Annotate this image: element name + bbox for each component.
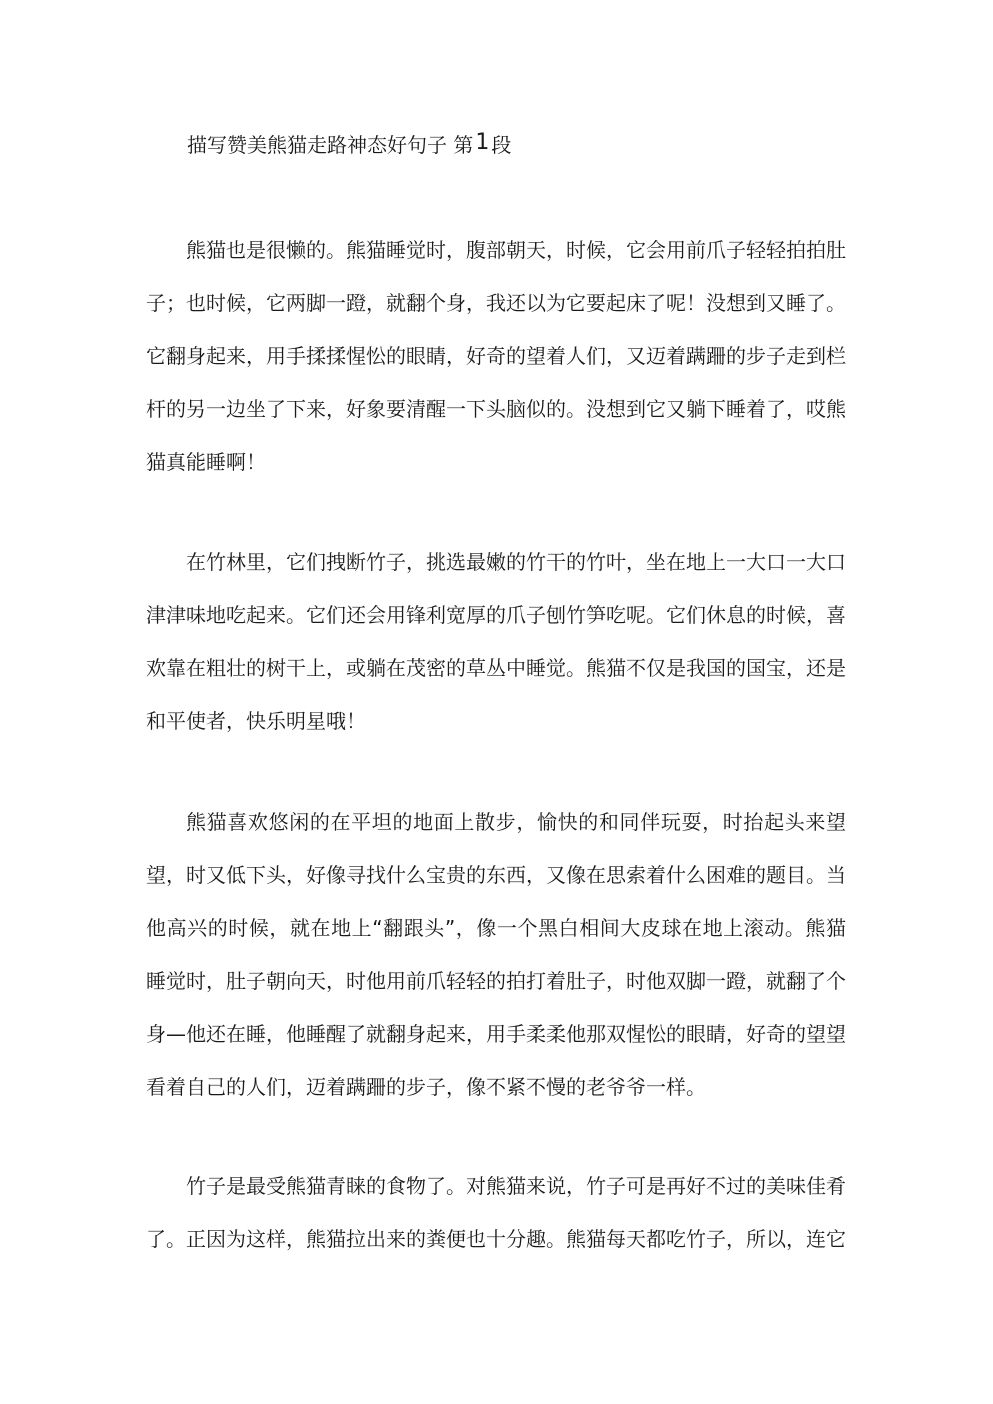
- paragraph-4: 竹子是最受熊猫青睐的食物了。对熊猫来说，竹子可是再好不过的美味佳肴了。正因为这样，熊猫拉出来的粪便也十分趣。熊猫每天都吃竹子，所以，连它: [146, 1174, 846, 1251]
- document-title: [187, 130, 511, 161]
- paragraph-1: 熊猫也是很懒的。熊猫睡觉时，腹部朝天，时候，它会用前爪子轻轻拍拍肚子；也时候，它两脚一蹬，就翻个身，我还以为它要起床了呢！没想到又睡了。它翻身起来，用手揉揉惺忪的眼睛，好奇的望着人们，又迈着蹒跚的步子走到栏杆的另一边坐了下来，好象要清醒一下头脑似的。没想到它又躺下睡着了，哎熊猫真能睡啊！: [146, 238, 846, 474]
- title-suffix: 段: [491, 133, 512, 157]
- paragraph-3: 熊猫喜欢悠闲的在平坦的地面上散步，愉快的和同伴玩耍，时抬起头来望望，时又低下头，好像寻找什么宝贵的东西，又像在思索着什么困难的题目。当他高兴的时候，就在地上“翻跟头”，像一个黑白相间大皮球在地上滚动。熊猫睡觉时，肚子朝向天，时他用前爪轻轻的拍打着肚子，时他双脚一蹬，就翻了个身—他还在睡，他睡醒了就翻身起来，用手柔柔他那双惺忪的眼睛，好奇的望望看着自己的人们，迈着蹒跚的步子，像不紧不慢的老爷爷一样。: [146, 810, 846, 1099]
- title-prefix: 描写赞美熊猫走路神态好句子 第: [187, 133, 474, 157]
- title-number: 1: [475, 130, 490, 155]
- paragraph-2: 在竹林里，它们拽断竹子，挑选最嫩的竹干的竹叶，坐在地上一大口一大口津津味地吃起来。它们还会用锋利宽厚的爪子刨竹笋吃呢。它们休息的时候，喜欢靠在粗壮的树干上，或躺在茂密的草丛中睡觉。熊猫不仅是我国的国宝，还是和平使者，快乐明星哦！: [146, 550, 846, 733]
